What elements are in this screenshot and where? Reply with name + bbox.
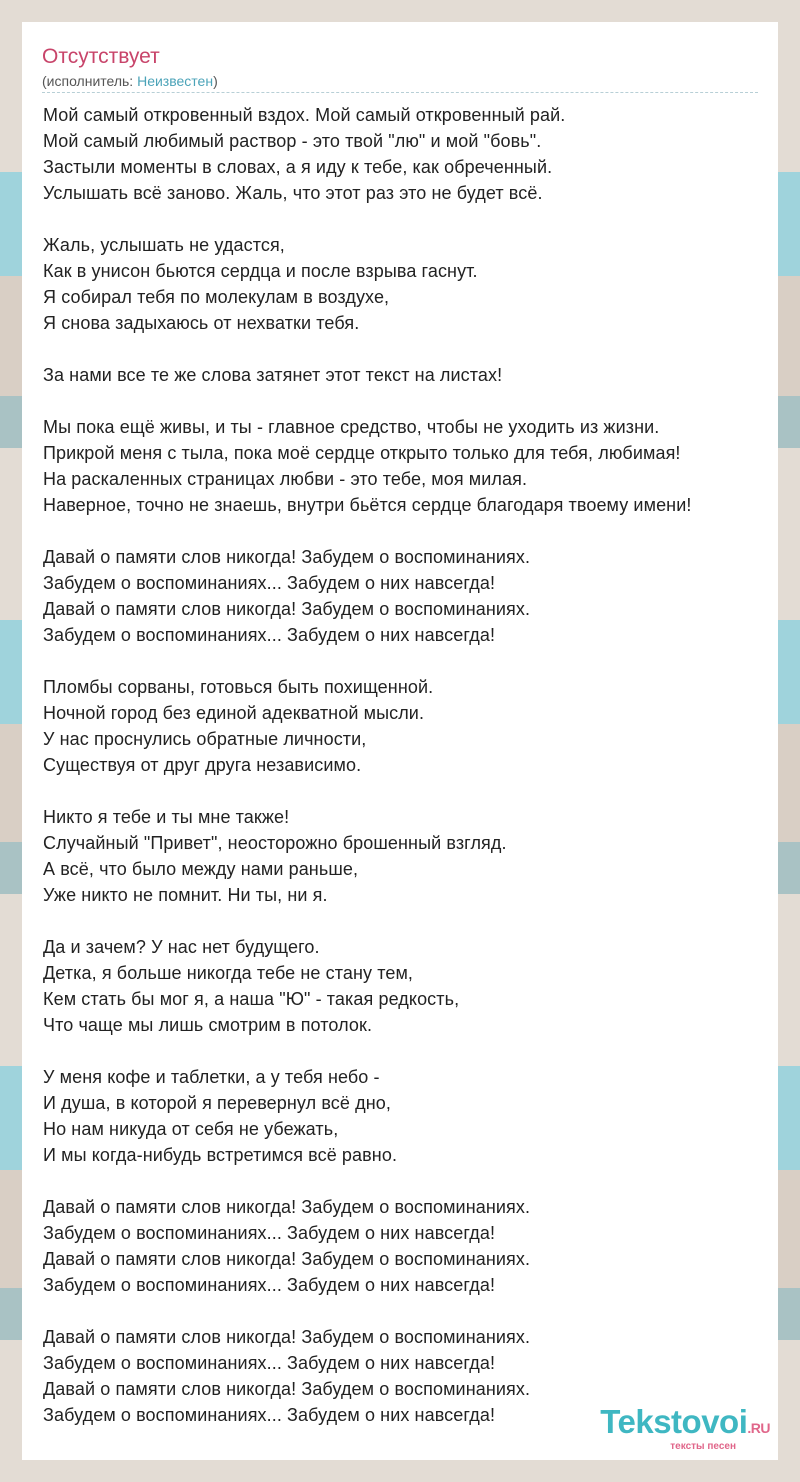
lyric-line: Забудем о воспоминаниях... Забудем о них навсегда! <box>43 573 496 593</box>
divider <box>42 92 758 93</box>
lyric-line: Жаль, услышать не удастся, <box>43 235 285 255</box>
lyrics-panel <box>22 22 778 1460</box>
song-title: Отсутствует <box>42 45 160 68</box>
lyric-line: Мой самый любимый раствор - это твой "лю" и мой "бовь". <box>43 131 542 151</box>
stanza <box>43 1064 778 1168</box>
lyric-line: Мой самый откровенный вздох. Мой самый откровенный рай. <box>43 105 566 125</box>
lyric-line: Давай о памяти слов никогда! Забудем о воспоминаниях. <box>43 1249 531 1269</box>
lyric-line: Забудем о воспоминаниях... Забудем о них навсегда! <box>43 1275 496 1295</box>
lyric-line: Прикрой меня с тыла, пока моё сердце открыто только для тебя, любимая! <box>43 443 681 463</box>
stanza <box>43 362 778 388</box>
lyric-line: Как в унисон бьются сердца и после взрыва гаснут. <box>43 261 478 281</box>
lyric-line: Услышать всё заново. Жаль, что этот раз это не будет всё. <box>43 183 543 203</box>
lyric-line: И мы когда-нибудь встретимся всё равно. <box>43 1145 398 1165</box>
performer-prefix: (исполнитель: <box>42 73 138 89</box>
lyric-line: Уже никто не помнит. Ни ты, ни я. <box>43 885 328 905</box>
lyric-line: Наверное, точно не знаешь, внутри бьётся сердце благодаря твоему имени! <box>43 495 692 515</box>
lyric-line: Ночной город без единой адекватной мысли. <box>43 703 425 723</box>
lyric-line: На раскаленных страницах любви - это тебе, моя милая. <box>43 469 528 489</box>
stanza <box>43 1194 778 1298</box>
performer-suffix: ) <box>213 73 218 89</box>
lyric-line: У меня кофе и таблетки, а у тебя небо - <box>43 1067 380 1087</box>
stanza <box>43 102 778 206</box>
logo-wordmark <box>600 1405 770 1445</box>
lyric-line: А всё, что было между нами раньше, <box>43 859 359 879</box>
lyric-line: И душа, в которой я перевернул всё дно, <box>43 1093 391 1113</box>
lyric-line: Забудем о воспоминаниях... Забудем о них навсегда! <box>43 1353 496 1373</box>
lyric-line: Существуя от друг друга независимо. <box>43 755 362 775</box>
lyric-line: Детка, я больше никогда тебе не стану тем, <box>43 963 414 983</box>
lyric-line: Давай о памяти слов никогда! Забудем о воспоминаниях. <box>43 599 531 619</box>
lyric-line: Я собирал тебя по молекулам в воздухе, <box>43 287 390 307</box>
lyric-line: За нами все те же слова затянет этот текст на листах! <box>43 365 503 385</box>
lyric-line: Забудем о воспоминаниях... Забудем о них навсегда! <box>43 1405 496 1425</box>
lyric-line: Я снова задыхаюсь от нехватки тебя. <box>43 313 360 333</box>
logo-tld: .RU <box>747 1420 770 1436</box>
logo-name: Tekstovoi <box>600 1403 748 1440</box>
stanza <box>43 232 778 336</box>
lyric-line: У нас проснулись обратные личности, <box>43 729 367 749</box>
stanza <box>43 804 778 908</box>
stanza <box>43 544 778 648</box>
lyric-line: Давай о памяти слов никогда! Забудем о воспоминаниях. <box>43 1327 531 1347</box>
stanza <box>43 674 778 778</box>
lyric-line: Что чаще мы лишь смотрим в потолок. <box>43 1015 373 1035</box>
lyric-line: Давай о памяти слов никогда! Забудем о воспоминаниях. <box>43 1197 531 1217</box>
lyric-line: Кем стать бы мог я, а наша "Ю" - такая редкость, <box>43 989 460 1009</box>
stanza <box>43 414 778 518</box>
lyric-line: Давай о памяти слов никогда! Забудем о воспоминаниях. <box>43 547 531 567</box>
lyric-line: Пломбы сорваны, готовься быть похищенной. <box>43 677 434 697</box>
performer-line <box>42 72 218 90</box>
lyric-line: Никто я тебе и ты мне также! <box>43 807 290 827</box>
lyric-line: Застыли моменты в словах, а я иду к тебе, как обреченный. <box>43 157 553 177</box>
lyric-line: Забудем о воспоминаниях... Забудем о них навсегда! <box>43 625 496 645</box>
performer-link[interactable]: Неизвестен <box>137 73 214 89</box>
site-logo[interactable] <box>600 1405 770 1452</box>
lyric-line: Давай о памяти слов никогда! Забудем о воспоминаниях. <box>43 1379 531 1399</box>
stanza <box>43 934 778 1038</box>
lyric-line: Мы пока ещё живы, и ты - главное средство, чтобы не уходить из жизни. <box>43 417 660 437</box>
lyric-line: Случайный "Привет", неосторожно брошенный взгляд. <box>43 833 507 853</box>
lyrics-text <box>43 102 778 1454</box>
lyric-line: Но нам никуда от себя не убежать, <box>43 1119 339 1139</box>
logo-tagline: тексты песен <box>670 1441 736 1452</box>
lyric-line: Да и зачем? У нас нет будущего. <box>43 937 320 957</box>
lyric-line: Забудем о воспоминаниях... Забудем о них навсегда! <box>43 1223 496 1243</box>
